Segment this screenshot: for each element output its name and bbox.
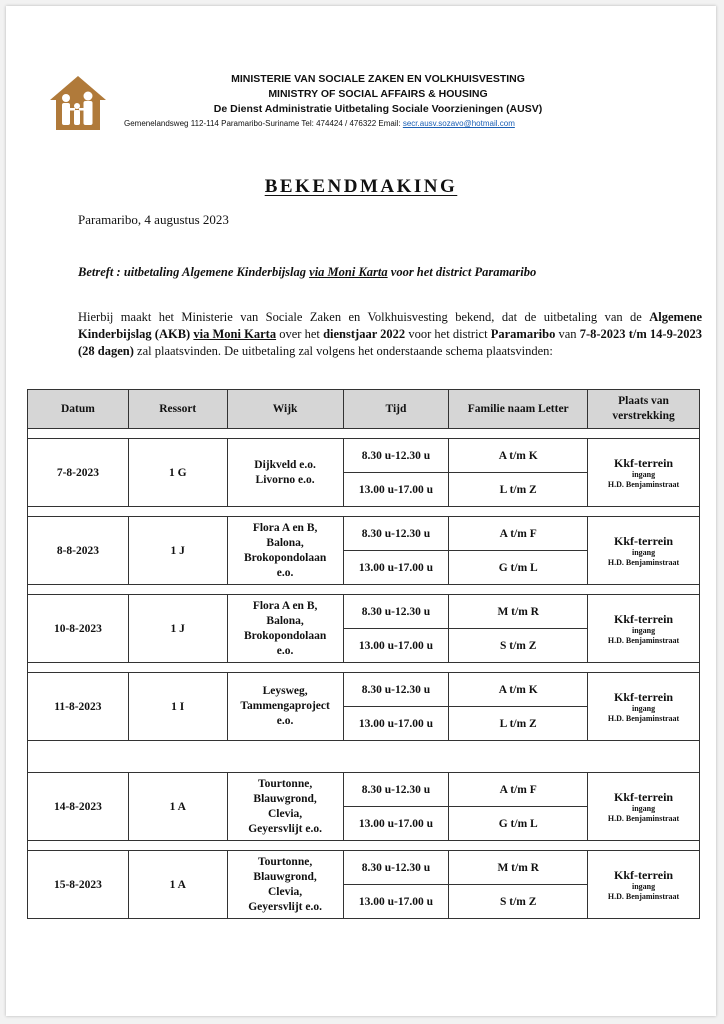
datum-cell: 15-8-2023: [28, 851, 129, 919]
email-link[interactable]: secr.ausv.sozavo@hotmail.com: [402, 119, 515, 128]
plaats-line: H.D. Benjaminstraat: [607, 635, 680, 645]
plaats-line: Kkf-terrein: [613, 789, 674, 804]
wijk-cell: [227, 517, 343, 585]
wijk-line: Tourtonne,: [257, 855, 313, 868]
tijd-cell: 8.30 u-12.30 u: [343, 851, 449, 885]
family-house-logo-icon: [46, 70, 110, 134]
plaats-cell: [588, 595, 700, 663]
subject-line: Betreft : uitbetaling Algemene Kinderbijslag via Moni Karta voor het district Paramaribo: [78, 265, 537, 279]
column-header: Plaats van verstrekking: [588, 390, 700, 429]
wijk-line: e.o.: [276, 566, 294, 579]
datum-cell: 7-8-2023: [28, 439, 129, 507]
ressort-cell: 1 I: [128, 673, 227, 741]
letterhead: [118, 72, 638, 131]
tijd-cell: 8.30 u-12.30 u: [343, 439, 449, 473]
wijk-line: e.o.: [276, 715, 294, 727]
wijk-line: Balona,: [266, 614, 304, 627]
plaats-line: ingang: [631, 803, 656, 813]
tijd-cell: 13.00 u-17.00 u: [343, 551, 449, 585]
plaats-line: H.D. Benjaminstraat: [607, 713, 680, 723]
ressort-cell: 1 A: [128, 773, 227, 841]
tijd-cell: 13.00 u-17.00 u: [343, 707, 449, 741]
tijd-cell: 13.00 u-17.00 u: [343, 807, 449, 841]
document-date: Paramaribo, 4 augustus 2023: [78, 212, 229, 227]
payment-schedule-table: [27, 389, 700, 919]
spacer-cell: [28, 663, 700, 673]
letter-range-cell: S t/m Z: [449, 885, 588, 919]
wijk-line: Blauwgrond,: [253, 792, 317, 805]
plaats-line: ingang: [631, 881, 656, 891]
spacer-cell: [28, 585, 700, 595]
table-header-row: [28, 390, 700, 429]
spacer-cell: [28, 507, 700, 517]
plaats-line: ingang: [631, 469, 656, 479]
plaats-line: H.D. Benjaminstraat: [607, 891, 680, 901]
letter-range-cell: L t/m Z: [449, 473, 588, 507]
wijk-line: Brokopondolaan: [243, 629, 327, 642]
table-spacer-row: [28, 741, 700, 773]
plaats-cell: [588, 439, 700, 507]
wijk-cell: [227, 595, 343, 663]
table-row: [28, 595, 700, 629]
wijk-line: Flora A en B,: [252, 599, 318, 612]
tijd-cell: 13.00 u-17.00 u: [343, 629, 449, 663]
ressort-cell: 1 A: [128, 851, 227, 919]
tijd-cell: 8.30 u-12.30 u: [343, 595, 449, 629]
wijk-line: Brokopondolaan: [243, 551, 327, 564]
datum-cell: 10-8-2023: [28, 595, 129, 663]
plaats-line: ingang: [631, 547, 656, 557]
department-name: De Dienst Administratie Uitbetaling Sociale Voorzieningen (AUSV): [213, 103, 543, 115]
ministry-name-nl: MINISTERIE VAN SOCIALE ZAKEN EN VOLKHUISVESTING: [231, 73, 525, 85]
wijk-line: Blauwgrond,: [253, 870, 317, 883]
table-row: [28, 517, 700, 551]
letter-range-cell: A t/m K: [449, 439, 588, 473]
column-header: Ressort: [128, 390, 227, 429]
wijk-line: Balona,: [266, 536, 304, 549]
datum-cell: 14-8-2023: [28, 773, 129, 841]
spacer-cell: [28, 429, 700, 439]
wijk-cell: [227, 851, 343, 919]
wijk-line: Livorno e.o.: [255, 473, 315, 486]
tijd-cell: 13.00 u-17.00 u: [343, 473, 449, 507]
wijk-line: Leysweg,: [262, 685, 308, 697]
plaats-line: ingang: [631, 703, 656, 713]
spacer-cell: [28, 741, 700, 773]
plaats-line: H.D. Benjaminstraat: [607, 557, 680, 567]
letter-range-cell: G t/m L: [449, 807, 588, 841]
wijk-line: Tammengaproject: [240, 700, 330, 712]
column-header: Familie naam Letter: [449, 390, 588, 429]
wijk-cell: [227, 773, 343, 841]
letter-range-cell: A t/m K: [449, 673, 588, 707]
letter-range-cell: M t/m R: [449, 851, 588, 885]
plaats-cell: [588, 517, 700, 585]
letter-range-cell: L t/m Z: [449, 707, 588, 741]
plaats-line: Kkf-terrein: [613, 611, 674, 626]
table-row: [28, 773, 700, 807]
letter-range-cell: A t/m F: [449, 773, 588, 807]
page-title: BEKENDMAKING: [264, 176, 458, 197]
ministry-name-en: MINISTRY OF SOCIAL AFFAIRS & HOUSING: [268, 88, 488, 100]
column-header: Datum: [28, 390, 129, 429]
spacer-cell: [28, 841, 700, 851]
table-spacer-row: [28, 507, 700, 517]
wijk-line: Tourtonne,: [257, 777, 313, 790]
datum-cell: 11-8-2023: [28, 673, 129, 741]
plaats-line: ingang: [631, 625, 656, 635]
plaats-line: Kkf-terrein: [613, 867, 674, 882]
wijk-line: e.o.: [276, 644, 294, 657]
letter-range-cell: A t/m F: [449, 517, 588, 551]
plaats-cell: [588, 851, 700, 919]
table-row: [28, 673, 700, 707]
letter-range-cell: S t/m Z: [449, 629, 588, 663]
table-spacer-row: [28, 585, 700, 595]
table-spacer-row: [28, 841, 700, 851]
wijk-cell: [227, 439, 343, 507]
letter-range-cell: G t/m L: [449, 551, 588, 585]
tijd-cell: 8.30 u-12.30 u: [343, 773, 449, 807]
plaats-line: Kkf-terrein: [613, 533, 674, 548]
plaats-line: H.D. Benjaminstraat: [607, 813, 680, 823]
plaats-cell: [588, 673, 700, 741]
wijk-line: Geyersvlijt e.o.: [248, 822, 322, 835]
tijd-cell: 8.30 u-12.30 u: [343, 517, 449, 551]
document-page: [6, 6, 716, 1016]
wijk-line: Dijkveld e.o.: [254, 458, 316, 471]
datum-cell: 8-8-2023: [28, 517, 129, 585]
plaats-line: Kkf-terrein: [613, 455, 674, 470]
wijk-line: Clevia,: [268, 807, 303, 820]
ressort-cell: 1 G: [128, 439, 227, 507]
tijd-cell: 8.30 u-12.30 u: [343, 673, 449, 707]
wijk-line: Clevia,: [268, 885, 303, 898]
table-row: [28, 851, 700, 885]
table-row: [28, 439, 700, 473]
tijd-cell: 13.00 u-17.00 u: [343, 885, 449, 919]
column-header: Wijk: [227, 390, 343, 429]
wijk-cell: [227, 673, 343, 741]
plaats-line: Kkf-terrein: [613, 689, 674, 704]
letter-range-cell: M t/m R: [449, 595, 588, 629]
intro-paragraph: Hierbij maakt het Ministerie van Sociale Zaken en Volkhuisvesting bekend, dat de uitbetaling van de Algemene Kinderbijslag (AKB) via Moni Karta over het dienstjaar 2022 voor het district Paramaribo van 7-8-2023 t/m 14-9-2023 (28 dagen) zal plaatsvinden. De uitbetaling zal volgens het onderstaande schema plaatsvinden:: [78, 310, 702, 358]
wijk-line: Flora A en B,: [252, 521, 318, 534]
table-spacer-row: [28, 663, 700, 673]
table-spacer-row: [28, 429, 700, 439]
contact-line: [118, 117, 638, 131]
wijk-line: Geyersvlijt e.o.: [248, 900, 322, 913]
column-header: Tijd: [343, 390, 449, 429]
address-text: Gemenelandsweg 112-114 Paramaribo-Suriname Tel: 474424 / 476322 Email:: [124, 119, 403, 128]
plaats-cell: [588, 773, 700, 841]
plaats-line: H.D. Benjaminstraat: [607, 479, 680, 489]
ressort-cell: 1 J: [128, 595, 227, 663]
ressort-cell: 1 J: [128, 517, 227, 585]
